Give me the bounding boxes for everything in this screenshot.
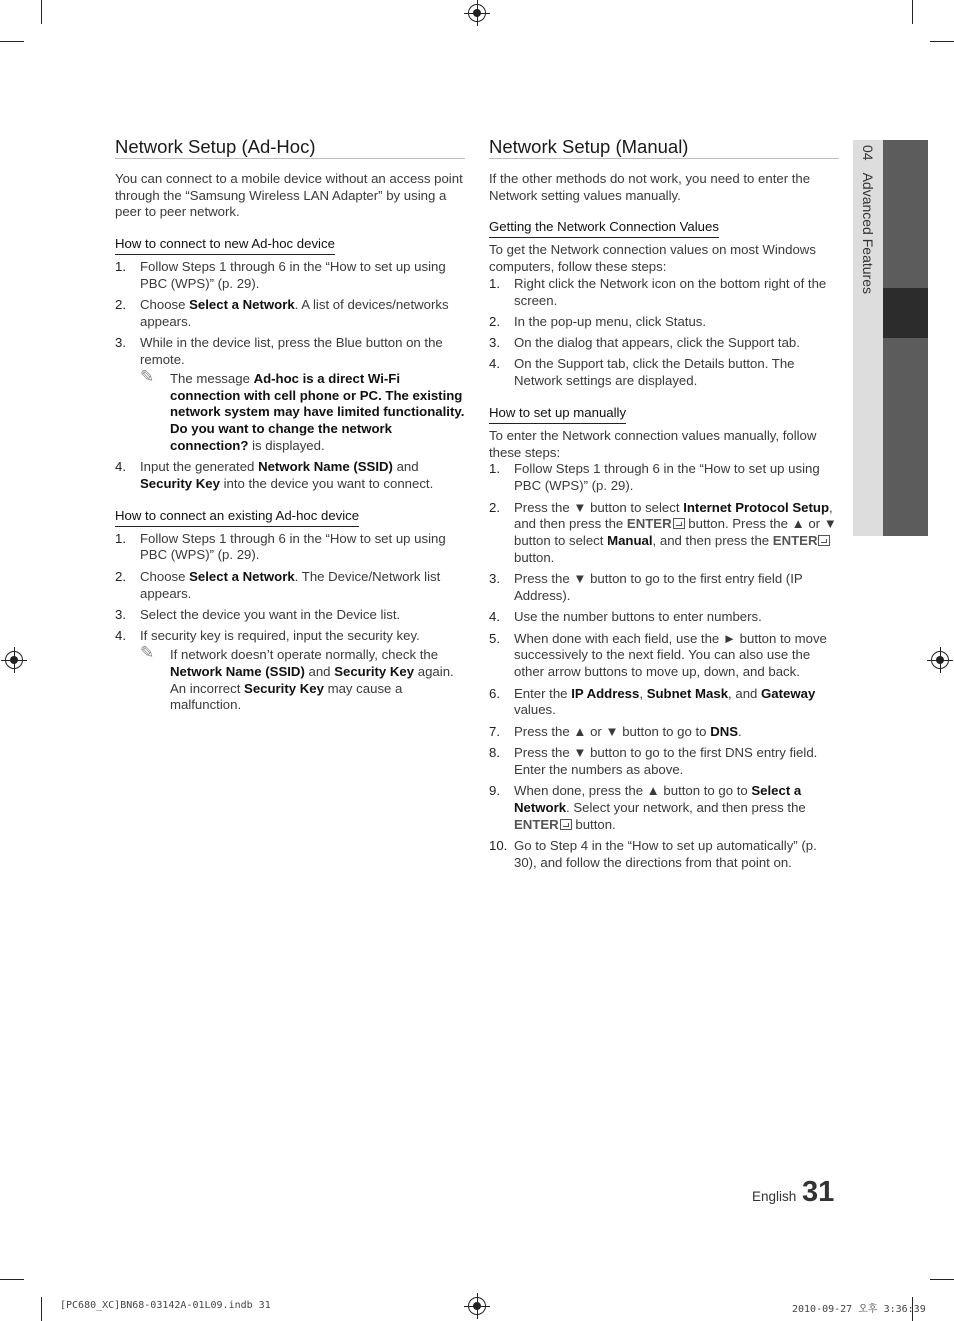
registration-mark-icon: [468, 4, 486, 22]
step-list: [115, 259, 465, 493]
chapter-label: [860, 145, 876, 294]
section-intro: To get the Network connection values on most Windows computers, follow these steps:: [489, 242, 816, 274]
footer-language: English: [752, 1189, 797, 1204]
step-list: [489, 461, 839, 871]
list-item: 4. Use the number buttons to enter numbers.: [489, 609, 762, 625]
enter-key-label: ENTER: [514, 816, 559, 832]
section-heading: Getting the Network Connection Values: [489, 219, 839, 238]
section-heading: How to connect an existing Ad-hoc device: [115, 508, 465, 527]
enter-key-icon: [818, 535, 830, 546]
print-slug-file: [PC680_XC]BN68-03142A-01L09.indb 31: [60, 1300, 271, 1311]
registration-mark-icon: [931, 651, 949, 669]
chapter-title: Advanced Features: [860, 172, 876, 294]
enter-key-icon: [560, 819, 572, 830]
crop-mark: [41, 1297, 42, 1321]
registration-mark-icon: [5, 651, 23, 669]
chapter-tab: [883, 338, 928, 536]
left-column: [115, 136, 465, 719]
list-item: 1. Follow Steps 1 through 6 in the “How to set up using PBC (WPS)” (p. 29).: [115, 530, 446, 563]
list-item: 3. On the dialog that appears, click the Support tab.: [489, 335, 800, 351]
pencil-note-icon: ✎: [140, 366, 155, 386]
page-title-adhoc: Network Setup (Ad-Hoc): [115, 139, 465, 159]
list-item: 6. Enter the IP Address, Subnet Mask, and Gateway values.: [489, 685, 816, 718]
list-item: 9. When done, press the ▲ button to go to Select a Network. Select your network, and then press the ENTER button.: [489, 783, 806, 832]
list-item: 8. Press the ▼ button to go to the first DNS entry field. Enter the numbers as above.: [489, 744, 818, 777]
step-list: [115, 531, 465, 714]
list-item: 3. While in the device list, press the Blue button on the remote. ✎ The message Ad-hoc is a direct Wi-Fi connection with cell phone or PC. The existing network system may have limited functionality. Do you want to change the network connection? is displayed.: [115, 335, 465, 453]
list-item: 2. Choose Select a Network. The Device/Network list appears.: [115, 568, 441, 601]
page-number: 31: [802, 1176, 835, 1208]
pencil-note-icon: ✎: [140, 642, 155, 662]
crop-mark: [0, 41, 24, 42]
chapter-number: 04: [860, 145, 876, 161]
print-slug-datetime: 2010-09-27 오후 3:36:39: [792, 1304, 926, 1315]
list-item: 2. In the pop-up menu, click Status.: [489, 313, 707, 329]
section-intro: To enter the Network connection values manually, follow these steps:: [489, 427, 817, 460]
list-item: 3. Select the device you want in the Device list.: [115, 606, 401, 622]
enter-key-label: ENTER: [772, 533, 818, 549]
list-item: 4. On the Support tab, click the Details button. The Network settings are displayed.: [489, 356, 795, 389]
page-title-manual: Network Setup (Manual): [489, 139, 839, 159]
crop-mark: [930, 41, 954, 42]
list-item: 10. Go to Step 4 in the “How to set up automatically” (p. 30), and follow the directions from that point on.: [489, 837, 817, 870]
note: ✎ If network doesn’t operate normally, check the Network Name (SSID) and Security Key again. An incorrect Security Key may cause a malfunction.: [140, 642, 454, 713]
list-item: 3. Press the ▼ button to go to the first entry field (IP Address).: [489, 571, 803, 604]
note: ✎ The message Ad-hoc is a direct Wi-Fi connection with cell phone or PC. The existing network system may have limited functionality. Do you want to change the network connection? is displayed.: [140, 366, 465, 453]
list-item: 4. If security key is required, input the security key. ✎ If network doesn’t operate normally, check the Network Name (SSID) and Security Key again. An incorrect Security Key may cause a malfunction.: [115, 628, 465, 714]
right-column: [489, 136, 839, 876]
section-heading: How to set up manually: [489, 405, 839, 424]
enter-key-icon: [673, 518, 685, 529]
list-item: 5. When done with each field, use the ► button to move successively to the next field. You can also use the other arrow buttons to move up, down, and back.: [489, 630, 827, 680]
list-item: 1. Right click the Network icon on the bottom right of the screen.: [489, 275, 827, 308]
step-list: [489, 276, 839, 390]
crop-mark: [912, 0, 913, 24]
crop-mark: [930, 1279, 954, 1280]
list-item: 7. Press the ▲ or ▼ button to go to DNS.: [489, 723, 742, 739]
crop-mark: [41, 0, 42, 24]
list-item: 4. Input the generated Network Name (SSID) and Security Key into the device you want to connect.: [115, 459, 434, 492]
list-item: 1. Follow Steps 1 through 6 in the “How to set up using PBC (WPS)” (p. 29).: [489, 461, 820, 494]
enter-key-label: ENTER: [626, 516, 672, 532]
chapter-tab: [883, 140, 928, 288]
registration-mark-icon: [468, 1297, 486, 1315]
section-heading: How to connect to new Ad-hoc device: [115, 236, 465, 255]
list-item: 1. Follow Steps 1 through 6 in the “How to set up using PBC (WPS)” (p. 29).: [115, 258, 446, 291]
list-item: 2. Press the ▼ button to select Internet Protocol Setup, and then press the ENTER button. Press the ▲ or ▼ button to select Manual, and then press the ENTER button.: [489, 499, 837, 565]
manual-intro: If the other methods do not work, you need to enter the Network setting values manually.: [489, 170, 811, 203]
list-item: 2. Choose Select a Network. A list of devices/networks appears.: [115, 297, 449, 329]
adhoc-intro: You can connect to a mobile device without an access point through the “Samsung Wireless LAN Adapter” by using a peer to peer network.: [115, 170, 463, 220]
chapter-tab-active: [883, 288, 928, 338]
crop-mark: [0, 1279, 24, 1280]
